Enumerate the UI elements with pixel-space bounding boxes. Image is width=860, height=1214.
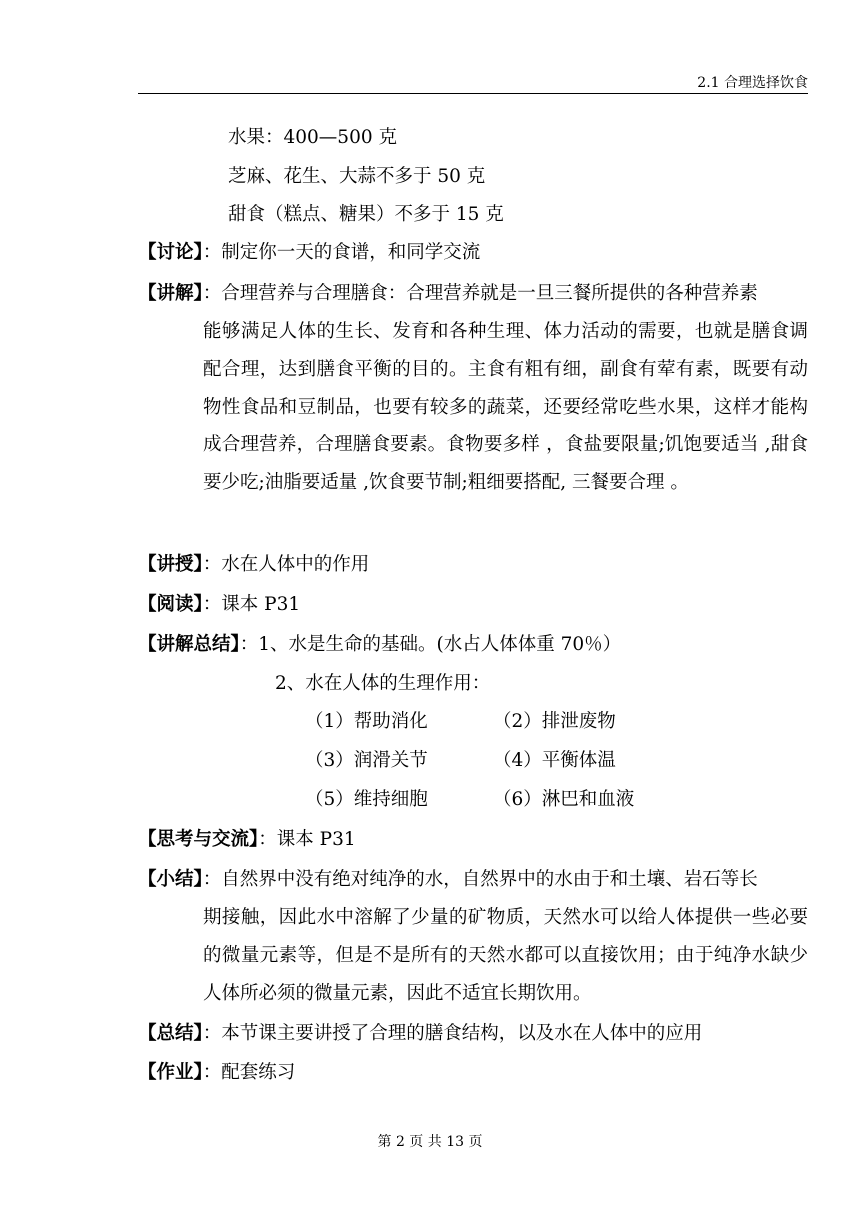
conclusion-text: ：本节课主要讲授了合理的膳食结构，以及水在人体中的应用 xyxy=(202,1023,703,1044)
discussion-line xyxy=(138,240,480,266)
lecture-line xyxy=(138,552,369,578)
homework-line xyxy=(138,1060,295,1086)
think-text: ：课本 P31 xyxy=(258,829,356,850)
explain-line xyxy=(138,281,758,307)
function-item-6: （6）淋巴和血液 xyxy=(493,789,635,810)
reading-text: ：课本 P31 xyxy=(202,594,301,615)
explain-first: ：合理营养与合理膳食：合理营养就是一旦三餐所提供的各种营养素 xyxy=(202,283,758,304)
summary-explain-label: 【讲解总结】 xyxy=(138,634,240,655)
explain-paragraph: 能够满足人体的生长、发育和各种生理、体力活动的需要，也就是膳食调配合理，达到膳食平衡的目的。主食有粗有细，副食有荤有素，既要有动物性食品和豆制品，也要有较多的蔬菜，还要经常吃些水果，这样才能构成合理营养，合理膳食要素。食物要多样 ，食盐要限量;饥饱要适当 ,甜食要少吃;油脂要适量 ,饮食要节制;粗细要搭配, 三餐要合理 。 xyxy=(203,321,808,494)
think-line xyxy=(138,827,356,853)
reading-label: 【阅读】 xyxy=(138,594,203,615)
brief-first: ：自然界中没有绝对纯净的水，自然界中的水由于和土壤、岩石等长 xyxy=(202,869,758,890)
reading-line xyxy=(138,592,300,618)
homework-text: ：配套练习 xyxy=(202,1062,296,1083)
summary-explain-line xyxy=(138,632,621,658)
lecture-text: ：水在人体中的作用 xyxy=(202,554,370,575)
function-item-5: （5）维持细胞 xyxy=(305,789,428,810)
think-label: 【思考与交流】 xyxy=(138,829,259,850)
page-header xyxy=(138,72,808,94)
homework-label: 【作业】 xyxy=(138,1062,203,1083)
brief-label: 【小结】 xyxy=(138,869,203,890)
function-item-3: （3）润滑关节 xyxy=(305,750,428,771)
food-line-sweets: 甜食（糕点、糖果）不多于 15 克 xyxy=(228,204,504,225)
header-title: 2.1 合理选择饮食 xyxy=(697,75,808,91)
discussion-text: ：制定你一天的食谱，和同学交流 xyxy=(202,242,481,263)
discussion-label: 【讨论】 xyxy=(138,242,203,263)
summary-explain-line2: 2、水在人体的生理作用： xyxy=(275,673,491,694)
lecture-label: 【讲授】 xyxy=(138,554,203,575)
function-item-1: （1）帮助消化 xyxy=(305,711,428,732)
conclusion-line xyxy=(138,1021,702,1047)
explain-label: 【讲解】 xyxy=(138,283,203,304)
summary-explain-line1: ：1、水是生命的基础。(水占人体体重 70％） xyxy=(239,634,622,655)
food-line-fruit: 水果：400—500 克 xyxy=(228,127,398,148)
function-item-2: （2）排泄废物 xyxy=(493,711,616,732)
page-footer: 第 2 页 共 13 页 xyxy=(377,1134,483,1150)
conclusion-label: 【总结】 xyxy=(138,1023,203,1044)
brief-line xyxy=(138,867,758,893)
function-item-4: （4）平衡体温 xyxy=(493,750,616,771)
food-line-seeds: 芝麻、花生、大蒜不多于 50 克 xyxy=(228,166,486,187)
brief-paragraph: 期接触，因此水中溶解了少量的矿物质，天然水可以给人体提供一些必要的微量元素等，但是不是所有的天然水都可以直接饮用；由于纯净水缺少人体所必须的微量元素，因此不适宜长期饮用。 xyxy=(203,907,808,1004)
